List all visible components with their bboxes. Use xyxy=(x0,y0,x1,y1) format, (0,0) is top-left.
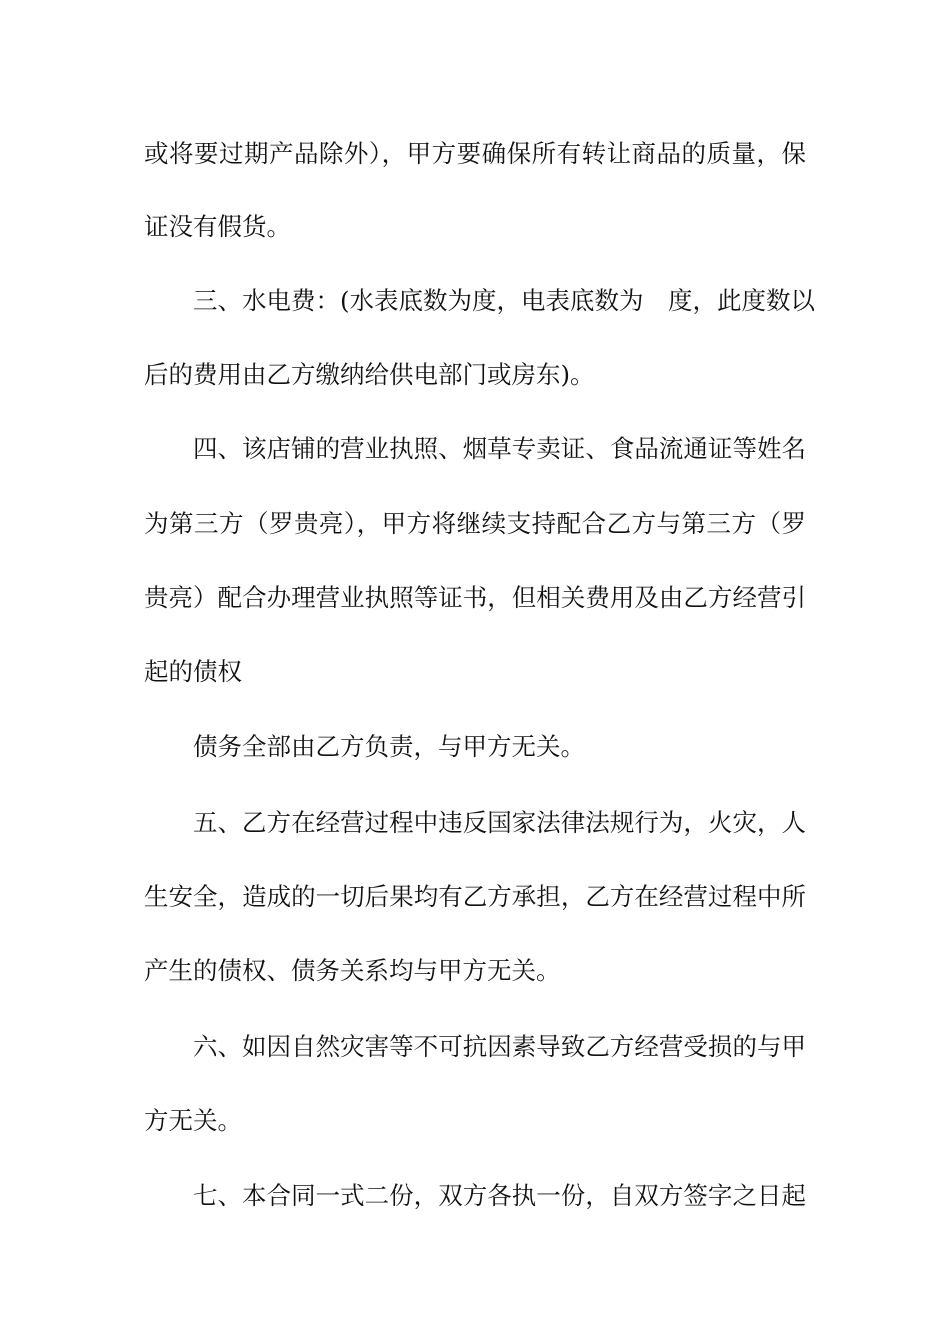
text-line-15: 七、本合同一式二份，双方各执一份，自双方签字之日起 xyxy=(193,1181,806,1210)
text-line-5: 四、该店铺的营业执照、烟草专卖证、食品流通证等姓名 xyxy=(193,434,806,463)
text-line-10: 五、乙方在经营过程中违反国家法律法规行为，火灾，人 xyxy=(193,808,806,837)
text-line-14: 方无关。 xyxy=(144,1106,242,1135)
text-line-12: 产生的债权、债务关系均与甲方无关。 xyxy=(144,956,561,985)
text-line-4: 后的费用由乙方缴纳给供电部门或房东)。 xyxy=(144,360,595,389)
text-line-8: 起的债权 xyxy=(144,657,242,686)
text-line-13: 六、如因自然灾害等不可抗因素导致乙方经营受损的与甲 xyxy=(193,1032,806,1061)
text-line-7: 贵亮）配合办理营业执照等证书，但相关费用及由乙方经营引 xyxy=(144,583,806,612)
text-line-9: 债务全部由乙方负责，与甲方无关。 xyxy=(193,732,585,761)
text-line-1: 或将要过期产品除外），甲方要确保所有转让商品的质量，保 xyxy=(144,139,806,168)
text-line-3: 三、水电费：(水表底数为度，电表底数为 度，此度数以 xyxy=(193,286,816,315)
text-line-6: 为第三方（罗贵亮），甲方将继续支持配合乙方与第三方（罗 xyxy=(144,509,806,538)
text-line-11: 生安全，造成的一切后果均有乙方承担，乙方在经营过程中所 xyxy=(144,882,806,911)
text-line-2: 证没有假货。 xyxy=(144,212,291,241)
